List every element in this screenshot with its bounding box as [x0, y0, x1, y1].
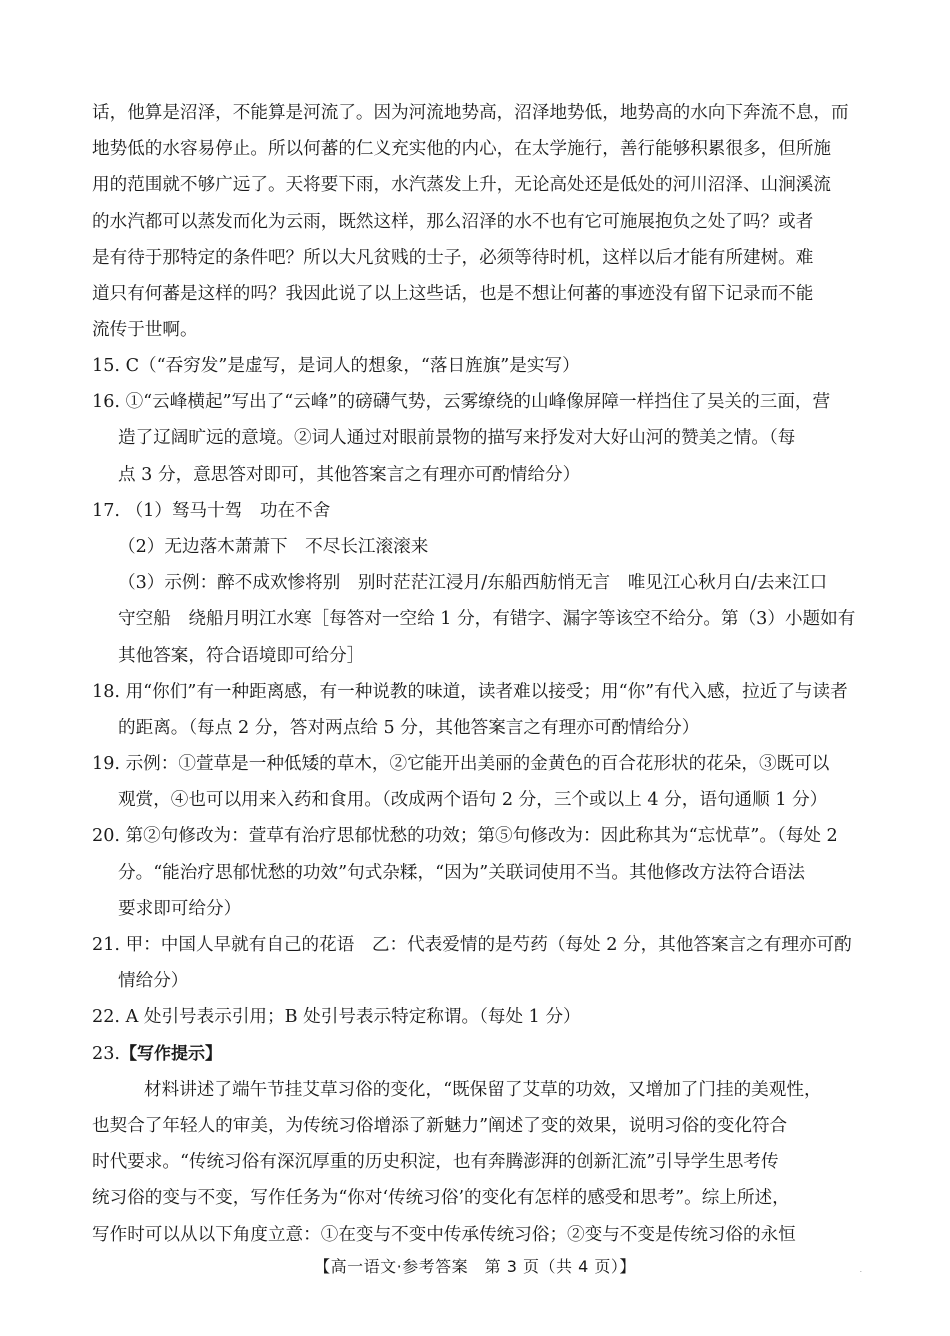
answers-list — [92, 348, 862, 1253]
answer-line: 的距离。（每点 2 分，答对两点给 5 分，其他答案言之有理亦可酌情给分） — [118, 717, 700, 738]
passage-line: 流传于世啊。 — [92, 320, 198, 341]
answer-line: 18. 用“你们”有一种距离感，有一种说教的味道，读者难以接受；用“你”有代入感，拉近了与读者 — [92, 681, 848, 702]
answer-19 — [92, 746, 862, 818]
answer-line: 19. 示例：①萱草是一种低矮的草木，②它能开出美丽的金黄色的百合花形状的花朵，③既可以 — [92, 754, 830, 775]
scan-mark: · — [859, 1268, 862, 1276]
answer-15 — [92, 348, 862, 384]
answer-line: 15. C（“吞穷发”是虚写，是词人的想象，“落日旌旗”是实写） — [92, 356, 580, 376]
answer-line: 也契合了年轻人的审美，为传统习俗增添了新魅力”阐述了变的效果，说明习俗的变化符合 — [92, 1115, 788, 1136]
answer-line: 21. 甲：中国人早就有自己的花语 乙：代表爱情的是芍药（每处 2 分，其他答案言之有理亦可酌 — [92, 935, 852, 955]
answer-line: （2）无边落木萧萧下 不尽长江滚滚来 — [118, 536, 429, 557]
answer-line: 造了辽阔旷远的意境。②词人通过对眼前景物的描写来抒发对大好山河的赞美之情。（每 — [118, 428, 796, 449]
answer-18 — [92, 674, 862, 746]
answer-16 — [92, 384, 862, 493]
passage-line: 地势低的水容易停止。所以何蕃的仁义充实他的内心，在太学施行，善行能够积累很多，但所施 — [92, 139, 831, 160]
answer-line: 要求即可给分） — [118, 898, 242, 919]
answer-line: 分。“能治疗思郁忧愁的功效”句式杂糅，“因为”关联词使用不当。其他修改方法符合语法 — [118, 862, 805, 883]
question-number: 23. — [92, 1043, 120, 1064]
answer-23 — [92, 1036, 862, 1253]
answer-line: 情给分） — [118, 971, 189, 992]
passage-line: 的水汽都可以蒸发而化为云雨，既然这样，那么沼泽的水不也有它可施展抱负之处了吗？或者 — [92, 211, 814, 232]
answer-line: 观赏，④也可以用来入药和食用。（改成两个语句 2 分，三个或以上 4 分，语句通顺 1 分） — [118, 790, 828, 811]
passage-line: 道只有何蕃是这样的吗？我因此说了以上这些话，也是不想让何蕃的事迹没有留下记录而不能 — [92, 283, 814, 304]
answer-17 — [92, 493, 862, 674]
answer-line: 统习俗的变与不变，写作任务为“你对‘传统习俗’的变化有怎样的感受和思考”。综上所述， — [92, 1188, 790, 1209]
answer-line: 22. A 处引号表示引用；B 处引号表示特定称谓。（每处 1 分） — [92, 1007, 581, 1028]
answer-line: 点 3 分，意思答对即可，其他答案言之有理亦可酌情给分） — [118, 464, 581, 485]
answer-23-title — [92, 1036, 862, 1072]
answer-line: 守空船 绕船月明江水寒［每答对一空给 1 分，有错字、漏字等该空不给分。第（3）小题如有 — [118, 609, 856, 630]
answer-line: （3）示例：醉不成欢惨将别 别时茫茫江浸月/东船西舫悄无言 唯见江心秋月白/去来江口 — [118, 573, 828, 594]
answer-line: 16. ①“云峰横起”写出了“云峰”的磅礴气势，云雾缭绕的山峰像屏障一样挡住了吴关的三面，营 — [92, 392, 831, 413]
passage-translation — [92, 95, 862, 348]
passage-line: 用的范围就不够广远了。天将要下雨，水汽蒸发上升，无论高处还是低处的河川沼泽、山涧溪流 — [92, 175, 831, 196]
answer-20 — [92, 818, 862, 927]
writing-tips-heading: 【写作提示】 — [119, 1043, 222, 1064]
answer-21 — [92, 927, 862, 999]
passage-line: 话，他算是沼泽，不能算是河流了。因为河流地势高，沼泽地势低，地势高的水向下奔流不息，而 — [92, 103, 849, 123]
answer-line: 17. （1）驽马十驾 功在不舍 — [92, 500, 331, 521]
answer-line: 其他答案，符合语境即可给分］ — [118, 645, 365, 666]
page-footer: 【高一语文·参考答案 第 3 页（共 4 页）】 — [314, 1257, 636, 1276]
answer-line: 材料讲述了端午节挂艾草习俗的变化，“既保留了艾草的功效，又增加了门挂的美观性， — [144, 1079, 822, 1100]
passage-line: 是有待于那特定的条件吧？所以大凡贫贱的士子，必须等待时机，这样以后才能有所建树。难 — [92, 247, 814, 268]
answer-line: 写作时可以从以下角度立意：①在变与不变中传承传统习俗；②变与不变是传统习俗的永恒 — [92, 1224, 796, 1245]
answer-line: 时代要求。“传统习俗有深沉厚重的历史积淀，也有奔腾澎湃的创新汇流”引导学生思考传 — [92, 1152, 779, 1173]
answer-line: 20. 第②句修改为：萱草有治疗思郁忧愁的功效；第⑤句修改为：因此称其为“忘忧草”。（每处 2 — [92, 826, 838, 847]
answer-22 — [92, 999, 862, 1035]
